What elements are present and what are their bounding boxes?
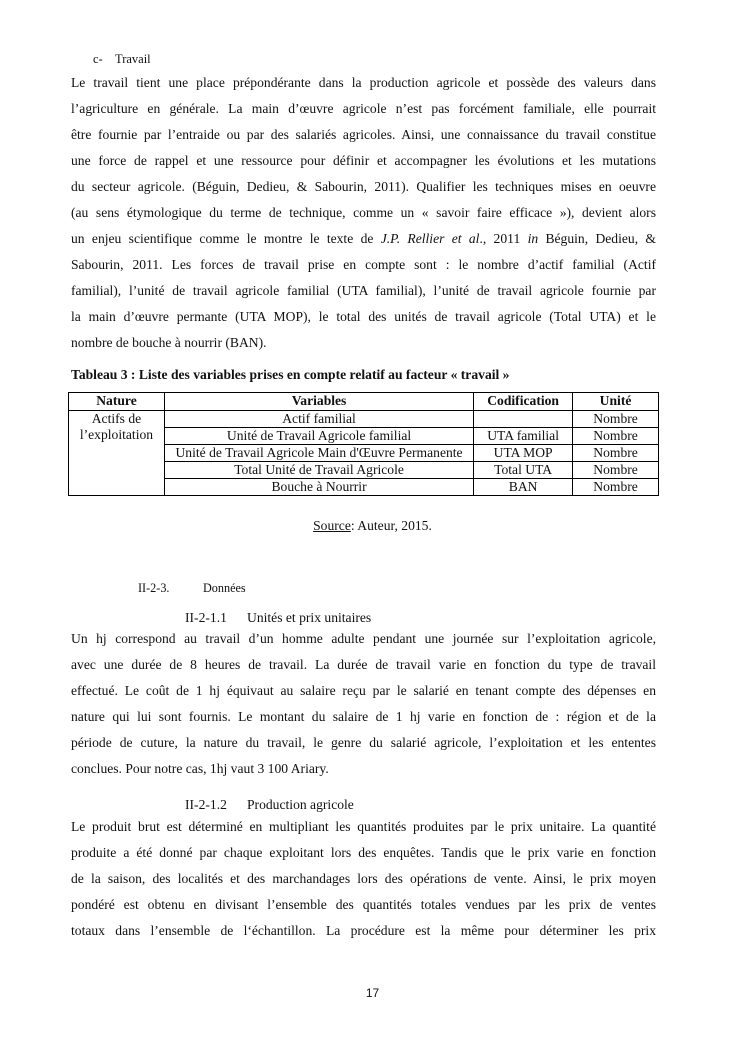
nature-line: Actifs de	[91, 411, 142, 426]
variable-cell: Bouche à Nourrir	[164, 479, 473, 496]
subsection-title: Travail	[115, 52, 151, 66]
text-line: familial), l’unité de travail agricole familial (UTA familial), l’unité de travail agricole fournie par	[71, 283, 656, 298]
nature-cell	[69, 411, 165, 496]
variables-table	[68, 392, 659, 496]
table-header-row	[69, 393, 659, 411]
text-line: nature qui lui sont fournis. Le montant du salaire de 1 hj varie en fonction de : région et de la	[71, 709, 656, 724]
unit-cell: Nombre	[573, 428, 659, 445]
section-ii-2-1-2-heading	[185, 797, 354, 813]
text-line: avec une durée de 8 heures de travail. La durée de travail varie en fonction du type de travail	[71, 657, 656, 672]
text-line: de la saison, des localités et des marchandages lors des opérations de vente. Ainsi, le prix moyen	[71, 871, 656, 886]
paragraph-production	[71, 817, 656, 947]
unit-cell: Nombre	[573, 479, 659, 496]
section-title: Unités et prix unitaires	[247, 610, 372, 625]
code-cell: Total UTA	[474, 462, 573, 479]
code-cell: UTA familial	[474, 428, 573, 445]
citation-in: in	[527, 231, 539, 246]
section-title: Production agricole	[247, 797, 354, 812]
section-number: II-2-1.1	[185, 610, 227, 625]
text-line: effectué. Le coût de 1 hj équivaut au salaire reçu par le salarié en tenant compte des dépenses en	[71, 683, 656, 698]
code-cell: UTA MOP	[474, 445, 573, 462]
text-run: Béguin, Dedieu, &	[538, 231, 656, 246]
source-text: : Auteur, 2015.	[350, 518, 432, 533]
text-line: (au sens étymologique du terme de technique, comme un « savoir faire efficace »), devient alors	[71, 205, 656, 220]
table-source	[0, 518, 745, 534]
text-line	[71, 229, 656, 255]
code-cell: BAN	[474, 479, 573, 496]
text-line: une force de rappel et une ressource pour définir et accompagner les évolutions et les mutations	[71, 153, 656, 168]
table-row	[69, 411, 659, 428]
source-label: Source	[313, 518, 351, 533]
text-line: période de cuture, la nature du travail, le genre du salarié agricole, l’exploitation et les ententes	[71, 735, 656, 750]
nature-line: l’exploitation	[79, 427, 154, 442]
section-title: Données	[203, 581, 246, 595]
text-line: totaux dans l’ensemble de l‘échantillon. La procédure est la même pour déterminer les prix	[71, 923, 656, 938]
text-line: l’agriculture en générale. La main d’œuvre agricole n’est pas forcément familiale, elle pourrait	[71, 101, 656, 116]
unit-cell: Nombre	[573, 411, 659, 428]
text-run: un enjeu scientifique comme le montre le texte de	[71, 231, 381, 246]
text-line: pondéré est obtenu en divisant l’ensemble des quantités totales vendues par les prix de ventes	[71, 897, 656, 912]
text-line: nombre de bouche à nourrir (BAN).	[71, 335, 267, 350]
unit-cell: Nombre	[573, 462, 659, 479]
section-ii-2-3-heading	[138, 581, 246, 596]
text-line: être fournie par l’entraide ou par des salariés agricoles. Ainsi, une connaissance du travail constitue	[71, 127, 656, 142]
subsection-marker: c-	[93, 52, 103, 66]
subsection-c-heading	[93, 52, 151, 67]
header-unite: Unité	[573, 393, 659, 411]
header-variables: Variables	[164, 393, 473, 411]
variable-cell: Unité de Travail Agricole familial	[164, 428, 473, 445]
code-cell	[474, 411, 573, 428]
section-ii-2-1-1-heading	[185, 610, 371, 626]
text-line: produite a été donné par chaque exploitant lors des enquêtes. Tandis que le prix varie en fonction	[71, 845, 656, 860]
header-nature: Nature	[69, 393, 165, 411]
header-codification: Codification	[474, 393, 573, 411]
paragraph-travail	[71, 73, 656, 359]
text-line: Le travail tient une place prépondérante dans la production agricole et possède des valeurs dans	[71, 75, 656, 90]
text-line: Sabourin, 2011. Les forces de travail prise en compte sont : le nombre d’actif familial (Actif	[71, 257, 656, 272]
text-line: conclues. Pour notre cas, 1hj vaut 3 100 Ariary.	[71, 761, 329, 776]
page-number: 17	[365, 986, 380, 1000]
section-number: II-2-3.	[138, 581, 170, 595]
text-line: la main d’œuvre permante (UTA MOP), le total des unités de travail agricole (Total UTA) et le	[71, 309, 656, 324]
text-run: ., 2011	[479, 231, 528, 246]
paragraph-unites	[71, 629, 656, 785]
text-line: Le produit brut est déterminé en multipliant les quantités produites par le prix unitaire. La quantité	[71, 819, 656, 834]
unit-cell: Nombre	[573, 445, 659, 462]
variable-cell: Unité de Travail Agricole Main d'Œuvre Permanente	[164, 445, 473, 462]
variable-cell: Actif familial	[164, 411, 473, 428]
text-line: Un hj correspond au travail d’un homme adulte pendant une journée sur l’exploitation agricole,	[71, 631, 656, 646]
variable-cell: Total Unité de Travail Agricole	[164, 462, 473, 479]
citation-author: J.P. Rellier et al	[380, 231, 480, 246]
section-number: II-2-1.2	[185, 797, 227, 812]
text-line: du secteur agricole. (Béguin, Dedieu, & Sabourin, 2011). Qualifier les techniques mises en oeuvre	[71, 179, 656, 194]
table-caption: Tableau 3 : Liste des variables prises en compte relatif au facteur « travail »	[71, 367, 510, 382]
